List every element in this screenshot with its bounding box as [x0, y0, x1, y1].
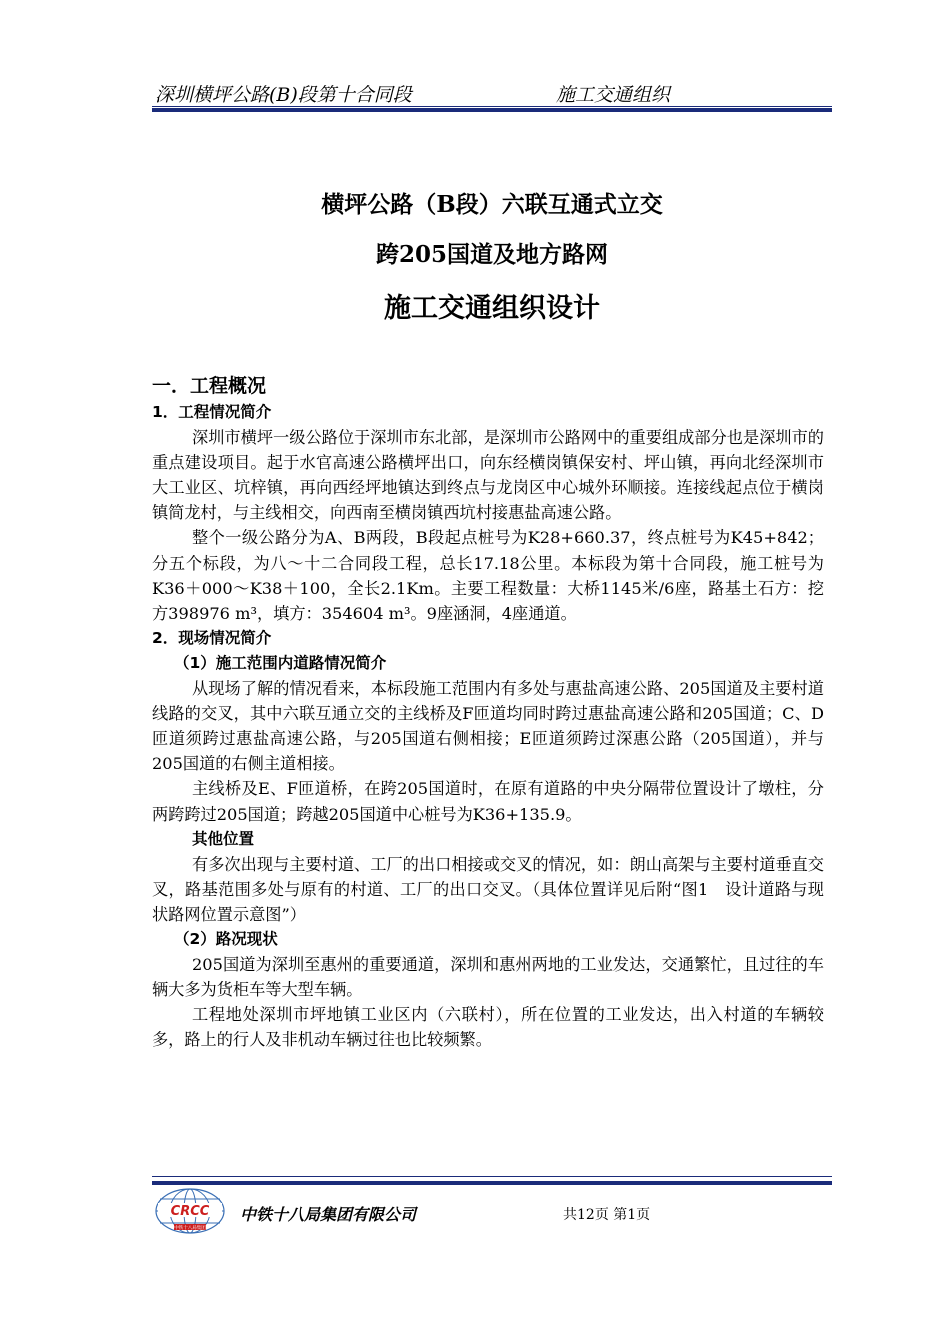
paragraph-road-crossings: 从现场了解的情况看来，本标段施工范围内有多处与惠盐高速公路、205国道及主要村道线路的交叉，其中六联互通立交的主线桥及F匝道均同时跨过惠盐高速公路和205国道；C、D匝道须跨过惠盐高速公路，与205国道右侧相接；E匝道须跨过深惠公路（205国道），并与205国道的右侧主道相接。: [152, 679, 824, 774]
title-line-1: 横坪公路（B段）六联互通式立交: [321, 191, 663, 218]
footer-rule-thick: [152, 1181, 832, 1185]
footer-rule: [152, 1176, 832, 1177]
document-body: [152, 372, 824, 1052]
logo-text: CRCC: [170, 1204, 210, 1219]
subheading-site-intro: 2．现场情况简介: [152, 628, 272, 647]
paragraph-site-traffic: 工程地处深圳市坪地镇工业区内（六联村），所在位置的工业发达，出入村道的车辆较多，路上的行人及非机动车辆过往也比较频繁。: [152, 1005, 824, 1050]
subheading-roads-in-scope: （1）施工范围内道路情况简介: [174, 653, 387, 672]
header-project-name: 深圳横坪公路(B)段第十合同段: [155, 84, 412, 106]
subheading-project-intro: 1．工程情况简介: [152, 403, 272, 421]
header-rule: [152, 106, 832, 107]
footer-page-number: 共12页 第1页: [563, 1207, 651, 1223]
paragraph-other-locations: 有多次出现与主要村道、工厂的出口相接或交叉的情况，如：朗山高架与主要村道垂直交叉，路基范围多处与原有的村道、工厂的出口交叉。（具体位置详见后附“图1 设计道路与现状路网位置示意图”）: [152, 854, 824, 924]
paragraph-project-scope: 整个一级公路分为A、B两段，B段起点桩号为K28+660.37，终点桩号为K45+842；分五个标段，为八～十二合同段工程，总长17.18公里。本标段为第十合同段，施工桩号为K36＋000～K38＋100，全长2.1Km。主要工程数量：大桥1145米/6座，路基土石方：挖方398976 m³，填方：354604 m³。9座涵洞，4座通道。: [152, 528, 824, 623]
paragraph-bridge-piers: 主线桥及E、F匝道桥，在跨205国道时，在原有道路的中央分隔带位置设计了墩柱，分两跨跨过205国道；跨越205国道中心桩号为K36+135.9。: [152, 779, 824, 824]
crcc-logo-icon: [152, 1186, 228, 1236]
section-heading-overview: 一．工程概况: [152, 375, 267, 397]
footer-company-name: 中铁十八局集团有限公司: [240, 1205, 417, 1224]
logo-subtext: 中铁十八局集团: [174, 1226, 206, 1231]
paragraph-road-205: 205国道为深圳至惠州的重要通道，深圳和惠州两地的工业发达，交通繁忙，且过往的车辆大多为货柜车等大型车辆。: [152, 955, 824, 1000]
paragraph-project-location: 深圳市横坪一级公路位于深圳市东北部，是深圳市公路网中的重要组成部分也是深圳市的重点建设项目。起于水官高速公路横坪出口，向东经横岗镇保安村、坪山镇，再向北经深圳市大工业区、坑梓镇，再向西经坪地镇达到终点与龙岗区中心城外环顺接。连接线起点位于横岗镇简龙村，与主线相交，向西南至横岗镇西坑村接惠盐高速公路。: [152, 428, 824, 523]
header-section-name: 施工交通组织: [556, 84, 671, 106]
title-line-3: 施工交通组织设计: [384, 293, 600, 324]
header-rule-thick: [152, 108, 832, 112]
subheading-road-status: （2）路况现状: [174, 929, 278, 948]
subheading-other-locations: 其他位置: [192, 829, 255, 848]
title-line-2: 跨205国道及地方路网: [375, 241, 608, 268]
